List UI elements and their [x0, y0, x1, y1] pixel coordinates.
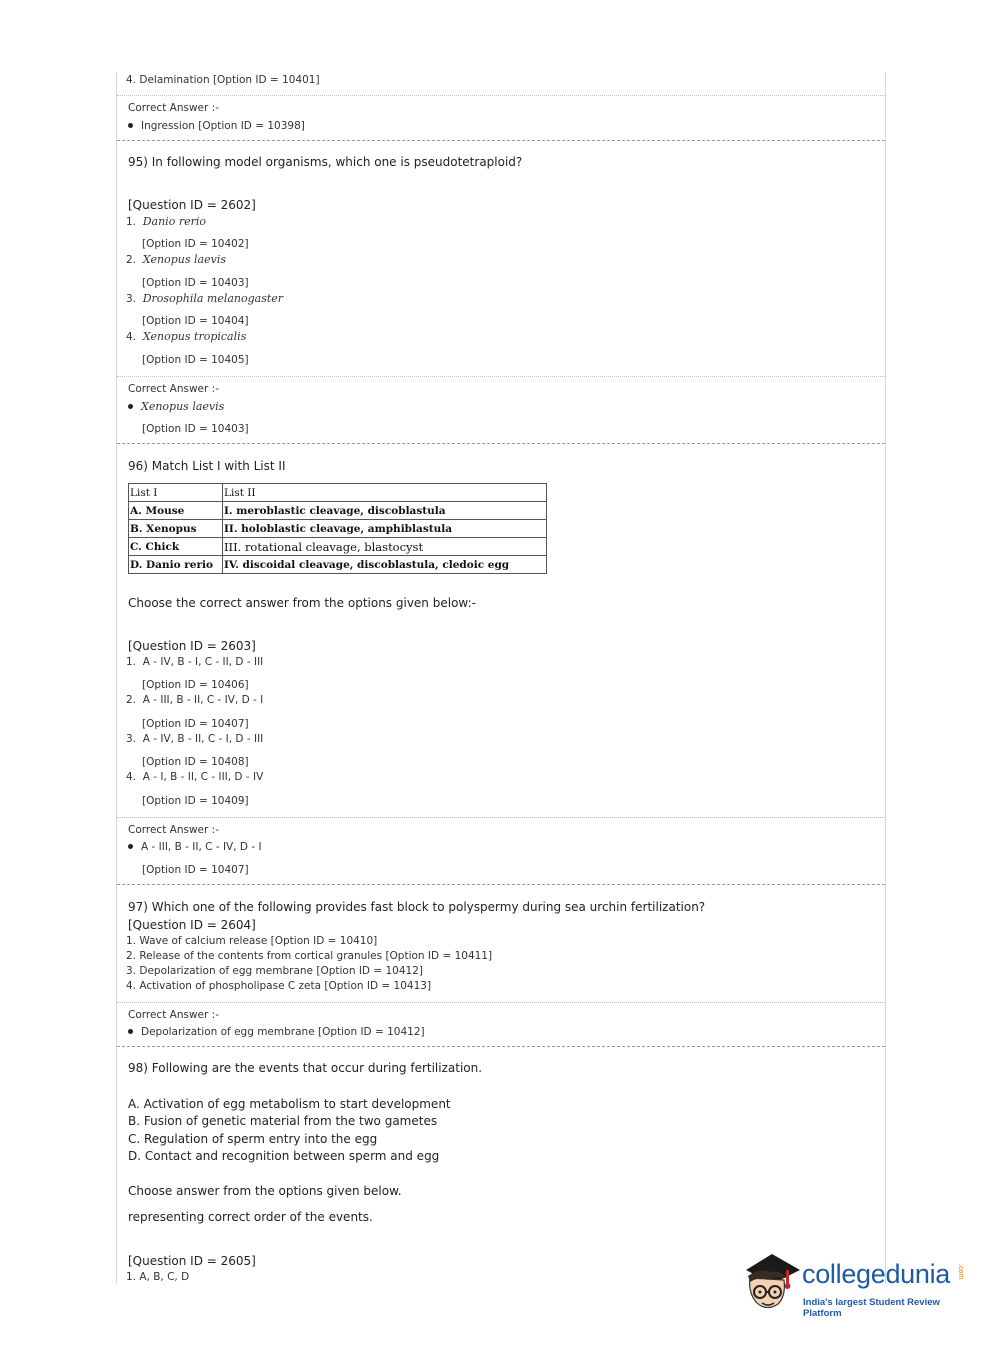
bullet-icon [128, 404, 133, 409]
q95-correct-label: Correct Answer :- [128, 383, 219, 395]
table-row [129, 556, 547, 574]
correct-answer-value: Ingression [Option ID = 10398] [128, 120, 305, 132]
bullet-icon [128, 1029, 133, 1034]
q96-option-4-id: [Option ID = 10409] [142, 795, 249, 807]
q96-correct-label: Correct Answer :- [128, 824, 219, 836]
q95-option-4: 4. Xenopus tropicalis [126, 330, 247, 343]
prev-option-4: 4. Delamination [Option ID = 10401] [126, 74, 320, 86]
correct-answer-label: Correct Answer :- [128, 102, 219, 114]
q96-option-3: 3. A - IV, B - II, C - I, D - III [126, 733, 264, 745]
q96-option-3-id: [Option ID = 10408] [142, 756, 249, 768]
q98-event-c: C. Regulation of sperm entry into the egg [128, 1132, 378, 1146]
q97-correct-answer: Depolarization of egg membrane [Option ID = 10412] [128, 1026, 425, 1038]
divider [117, 817, 885, 818]
q96-correct-answer: A - III, B - II, C - IV, D - I [128, 841, 262, 853]
mascot-icon [742, 1248, 802, 1318]
collegedunia-logo [742, 1248, 972, 1318]
q97-option-1: 1. Wave of calcium release [Option ID = 10410] [126, 935, 378, 947]
q95-option-3-id: [Option ID = 10404] [142, 315, 249, 327]
logo-wordmark: collegedunia [802, 1259, 951, 1289]
question-97-id: [Question ID = 2604] [128, 918, 256, 932]
question-96-text: 96) Match List I with List II [128, 459, 286, 473]
question-separator [117, 1046, 885, 1047]
table-row [129, 520, 547, 538]
table-cell: IV. discoidal cleavage, discoblastula, cledoic egg [223, 556, 547, 574]
match-list-table [128, 483, 547, 574]
q96-correct-option-id: [Option ID = 10407] [142, 864, 249, 876]
table-row [129, 538, 547, 556]
q98-option-1: 1. A, B, C, D [126, 1271, 190, 1283]
logo-tagline: India's largest Student Review Platform [803, 1297, 940, 1319]
q97-correct-label: Correct Answer :- [128, 1009, 219, 1021]
q96-option-1: 1. A - IV, B - I, C - II, D - III [126, 656, 264, 668]
q98-instruction-cont: representing correct order of the events. [128, 1210, 373, 1224]
table-cell: I. meroblastic cleavage, discoblastula [223, 502, 547, 520]
q95-option-2: 2. Xenopus laevis [126, 253, 226, 266]
q98-instruction: Choose answer from the options given below. [128, 1184, 402, 1198]
question-separator [117, 140, 885, 141]
question-95-id: [Question ID = 2602] [128, 198, 256, 212]
table-cell: C. Chick [129, 538, 223, 556]
q95-option-2-id: [Option ID = 10403] [142, 277, 249, 289]
bullet-icon [128, 123, 133, 128]
q98-event-d: D. Contact and recognition between sperm and egg [128, 1149, 440, 1163]
question-97-text: 97) Which one of the following provides fast block to polyspermy during sea urchin fertilization? [128, 900, 706, 914]
divider [117, 95, 885, 96]
q96-option-4: 4. A - I, B - II, C - III, D - IV [126, 771, 264, 783]
q96-option-1-id: [Option ID = 10406] [142, 679, 249, 691]
table-cell: D. Danio rerio [129, 556, 223, 574]
q95-correct-answer: Xenopus laevis [128, 400, 224, 413]
question-98-id: [Question ID = 2605] [128, 1254, 256, 1268]
q95-correct-option-id: [Option ID = 10403] [142, 423, 249, 435]
q97-option-4: 4. Activation of phospholipase C zeta [Option ID = 10413] [126, 980, 432, 992]
q95-option-3: 3. Drosophila melanogaster [126, 292, 284, 305]
q97-option-2: 2. Release of the contents from cortical granules [Option ID = 10411] [126, 950, 493, 962]
question-95-text: 95) In following model organisms, which one is pseudotetraploid? [128, 155, 523, 169]
table-cell: III. rotational cleavage, blastocyst [223, 538, 547, 556]
question-98-text: 98) Following are the events that occur during fertilization. [128, 1061, 483, 1075]
table-header: List II [223, 484, 547, 502]
q98-event-b: B. Fusion of genetic material from the two gametes [128, 1114, 438, 1128]
q98-event-a: A. Activation of egg metabolism to start development [128, 1097, 451, 1111]
q95-option-1-id: [Option ID = 10402] [142, 238, 249, 250]
logo-com: .com [957, 1264, 964, 1280]
table-cell: B. Xenopus [129, 520, 223, 538]
q96-instruction: Choose the correct answer from the options given below:- [128, 596, 476, 610]
question-paper-page [116, 72, 886, 1284]
q95-option-4-id: [Option ID = 10405] [142, 354, 249, 366]
table-cell: A. Mouse [129, 502, 223, 520]
table-header: List I [129, 484, 223, 502]
question-separator [117, 443, 885, 444]
table-row [129, 502, 547, 520]
q95-option-1: 1. Danio rerio [126, 215, 206, 228]
question-separator [117, 884, 885, 885]
table-header-row [129, 484, 547, 502]
question-96-id: [Question ID = 2603] [128, 639, 256, 653]
divider [117, 1002, 885, 1003]
q96-option-2: 2. A - III, B - II, C - IV, D - I [126, 694, 264, 706]
q96-option-2-id: [Option ID = 10407] [142, 718, 249, 730]
q97-option-3: 3. Depolarization of egg membrane [Option ID = 10412] [126, 965, 423, 977]
divider [117, 376, 885, 377]
table-cell: II. holoblastic cleavage, amphiblastula [223, 520, 547, 538]
bullet-icon [128, 844, 133, 849]
